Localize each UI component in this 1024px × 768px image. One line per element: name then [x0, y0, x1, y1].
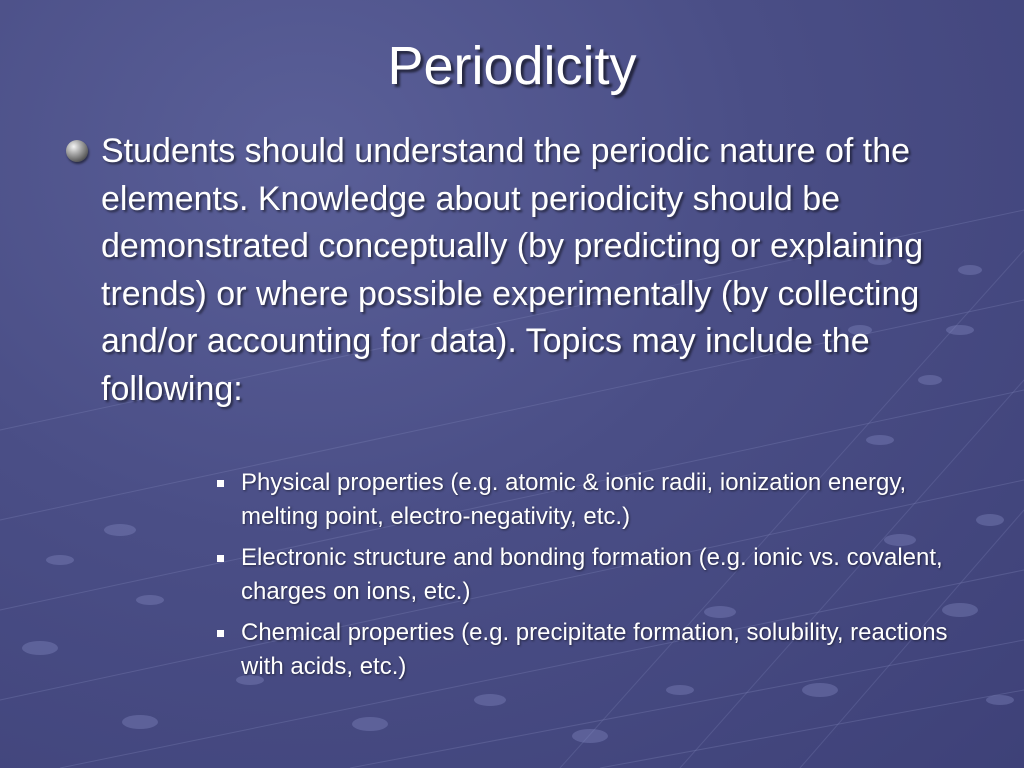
- square-bullet-icon: [217, 480, 224, 487]
- sub-bullet-item: [214, 541, 974, 609]
- sub-bullet-list: [214, 466, 974, 691]
- sphere-bullet-icon: [66, 140, 88, 162]
- sub-bullet-text: Chemical properties (e.g. precipitate formation, solubility, reactions with acids, etc.): [241, 619, 948, 680]
- square-bullet-icon: [217, 630, 224, 637]
- sub-bullet-text: Physical properties (e.g. atomic & ionic radii, ionization energy, melting point, electro-negativity, etc.): [241, 469, 907, 530]
- sub-bullet-item: [214, 616, 974, 684]
- sub-bullet-item: [214, 466, 974, 534]
- sub-bullet-text: Electronic structure and bonding formation (e.g. ionic vs. covalent, charges on ions, etc.): [241, 544, 943, 605]
- square-bullet-icon: [217, 555, 224, 562]
- slide-title: Periodicity: [387, 36, 637, 96]
- main-bullet-text: Students should understand the periodic nature of the elements. Knowledge about periodicity should be demonstrated conceptually (by predicting or explaining trends) or where possible experimentally (by collecting and/or accounting for data). Topics may include the following:: [101, 132, 924, 408]
